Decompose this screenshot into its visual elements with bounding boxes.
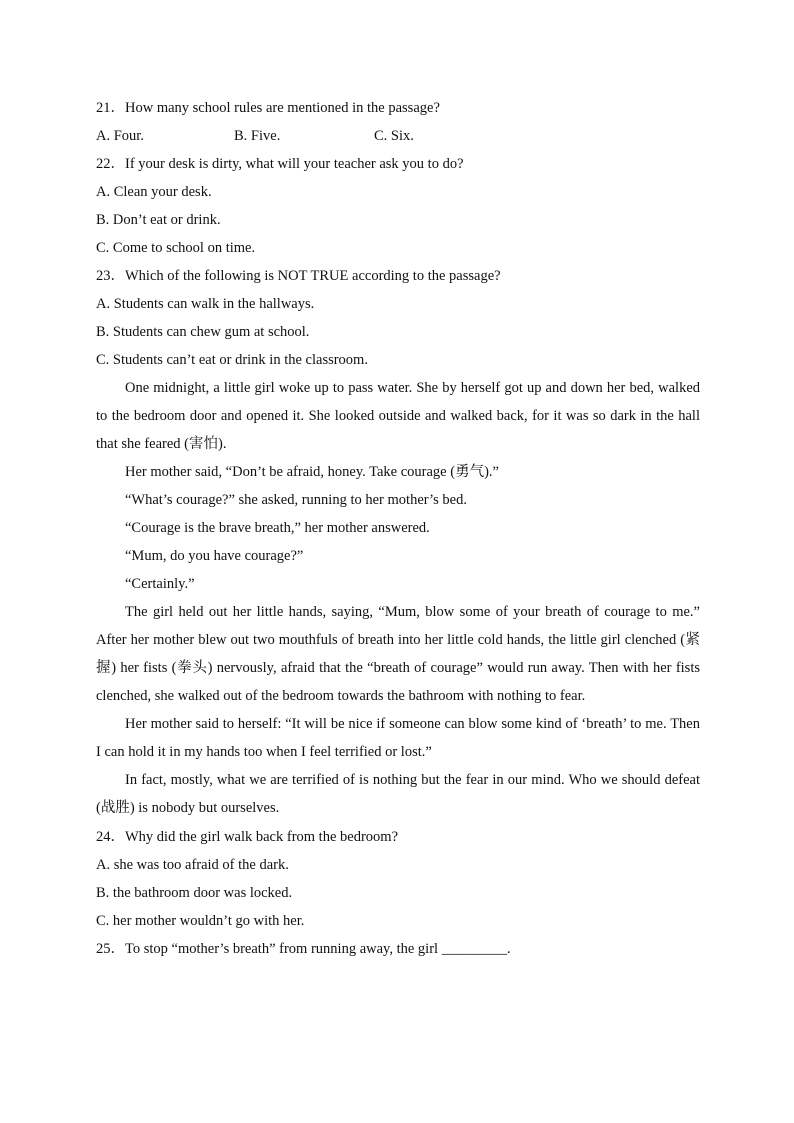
passage-paragraph: Her mother said to herself: “It will be nice if someone can blow some kind of ‘breath’ to me. Then I can hold it in my hands too when I feel terrified or lost.” — [96, 716, 700, 760]
passage-paragraph: Her mother said, “Don’t be afraid, honey. Take courage (勇气).” — [125, 464, 499, 480]
option-b: B. Students can chew gum at school. — [96, 324, 310, 340]
question-22: 22．If your desk is dirty, what will your teacher ask you to do? — [96, 156, 464, 172]
passage-paragraph: “Mum, do you have courage?” — [125, 548, 304, 564]
question-25: 25．To stop “mother’s breath” from running away, the girl _________. — [96, 941, 511, 957]
option-b: B. Don’t eat or drink. — [96, 212, 221, 228]
passage-paragraph: One midnight, a little girl woke up to pass water. She by herself got up and down her bed, walked to the bedroom door and opened it. She looked outside and walked back, for it was so dark in the hall that she feared (害怕). — [96, 380, 700, 452]
option-a: A. Clean your desk. — [96, 184, 212, 200]
passage-paragraph: The girl held out her little hands, saying, “Mum, blow some of your breath of courage to me.” After her mother blew out two mouthfuls of breath into her little cold hands, the little girl clenched (紧握) her fists (拳头) nervously, afraid that the “breath of courage” would run away. Then with her fists clenched, she walked out of the bedroom towards the bathroom with nothing to fear. — [96, 604, 700, 704]
question-21: 21．How many school rules are mentioned in the passage? — [96, 100, 440, 116]
passage-paragraph: “Certainly.” — [125, 576, 195, 592]
passage-paragraph: “Courage is the brave breath,” her mother answered. — [125, 520, 430, 536]
option-c: C. Students can’t eat or drink in the classroom. — [96, 352, 368, 368]
option-b: B. Five. — [234, 128, 281, 144]
option-c: C. her mother wouldn’t go with her. — [96, 913, 305, 929]
option-a: A. Students can walk in the hallways. — [96, 296, 315, 312]
document-page — [96, 94, 700, 963]
option-c: C. Six. — [374, 128, 414, 144]
option-b: B. the bathroom door was locked. — [96, 885, 293, 901]
question-21-options — [96, 122, 700, 150]
option-a: A. she was too afraid of the dark. — [96, 857, 289, 873]
passage-paragraph: In fact, mostly, what we are terrified of is nothing but the fear in our mind. Who we should defeat (战胜) is nobody but ourselves. — [96, 772, 700, 816]
option-c: C. Come to school on time. — [96, 240, 256, 256]
option-a: A. Four. — [96, 128, 144, 144]
question-23: 23．Which of the following is NOT TRUE according to the passage? — [96, 268, 501, 284]
question-24: 24．Why did the girl walk back from the bedroom? — [96, 829, 399, 845]
passage-paragraph: “What’s courage?” she asked, running to her mother’s bed. — [125, 492, 467, 508]
